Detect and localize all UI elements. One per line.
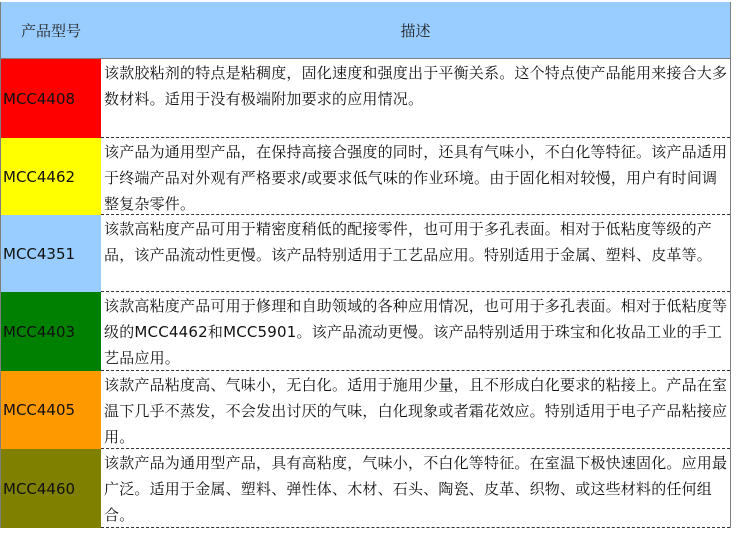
description-cell: 该款胶粘剂的特点是粘稠度，固化速度和强度出于平衡关系。这个特点使产品能用来接合大多数材料。适用于没有极端附加要求的应用情况。: [104, 64, 728, 108]
table-row: [1, 449, 730, 528]
table-row: [1, 138, 730, 215]
model-cell: MCC4351: [1, 215, 101, 292]
table-row: [1, 59, 730, 138]
model-cell: MCC4462: [1, 138, 101, 215]
table-row: [1, 215, 730, 292]
header-model: 产品型号: [20, 21, 81, 40]
model-cell: MCC4408: [1, 59, 101, 138]
model-cell: MCC4405: [1, 371, 101, 449]
description-cell: 该款高粘度产品可用于修理和自助领域的各种应用情况，也可用于多孔表面。相对于低粘度等级的MCC4462和MCC5901。该产品流动更慢。该产品特别适用于珠宝和化妆品工业的手工艺品应用。: [104, 297, 728, 367]
product-table: [0, 2, 731, 528]
table-row: [1, 371, 730, 449]
description-cell: 该产品为通用型产品，在保持高接合强度的同时，还具有气味小，不白化等特征。该产品适用于终端产品对外观有严格要求/或要求低气味的作业环境。由于固化相对较慢，用户有时间调整复杂零件。: [104, 143, 728, 213]
header-description: 描述: [400, 21, 431, 40]
model-cell: MCC4460: [1, 449, 101, 528]
model-cell: MCC4403: [1, 292, 101, 371]
description-cell: 该款产品为通用型产品，具有高粘度，气味小，不白化等特征。在室温下极快速固化。应用最广泛。适用于金属、塑料、弹性体、木材、石头、陶瓷、皮革、织物、或这些材料的任何组合。: [104, 454, 728, 524]
table-header: [1, 2, 730, 59]
description-cell: 该款高粘度产品可用于精密度稍低的配接零件，也可用于多孔表面。相对于低粘度等级的产品，该产品流动性更慢。该产品特别适用于工艺品应用。特别适用于金属、塑料、皮革等。: [104, 220, 713, 264]
table-row: [1, 292, 730, 371]
description-cell: 该款产品粘度高、气味小，无白化。适用于施用少量，且不形成白化要求的粘接上。产品在室温下几乎不蒸发，不会发出讨厌的气味，白化现象或者霜花效应。特别适用于电子产品粘接应用。: [104, 376, 728, 446]
